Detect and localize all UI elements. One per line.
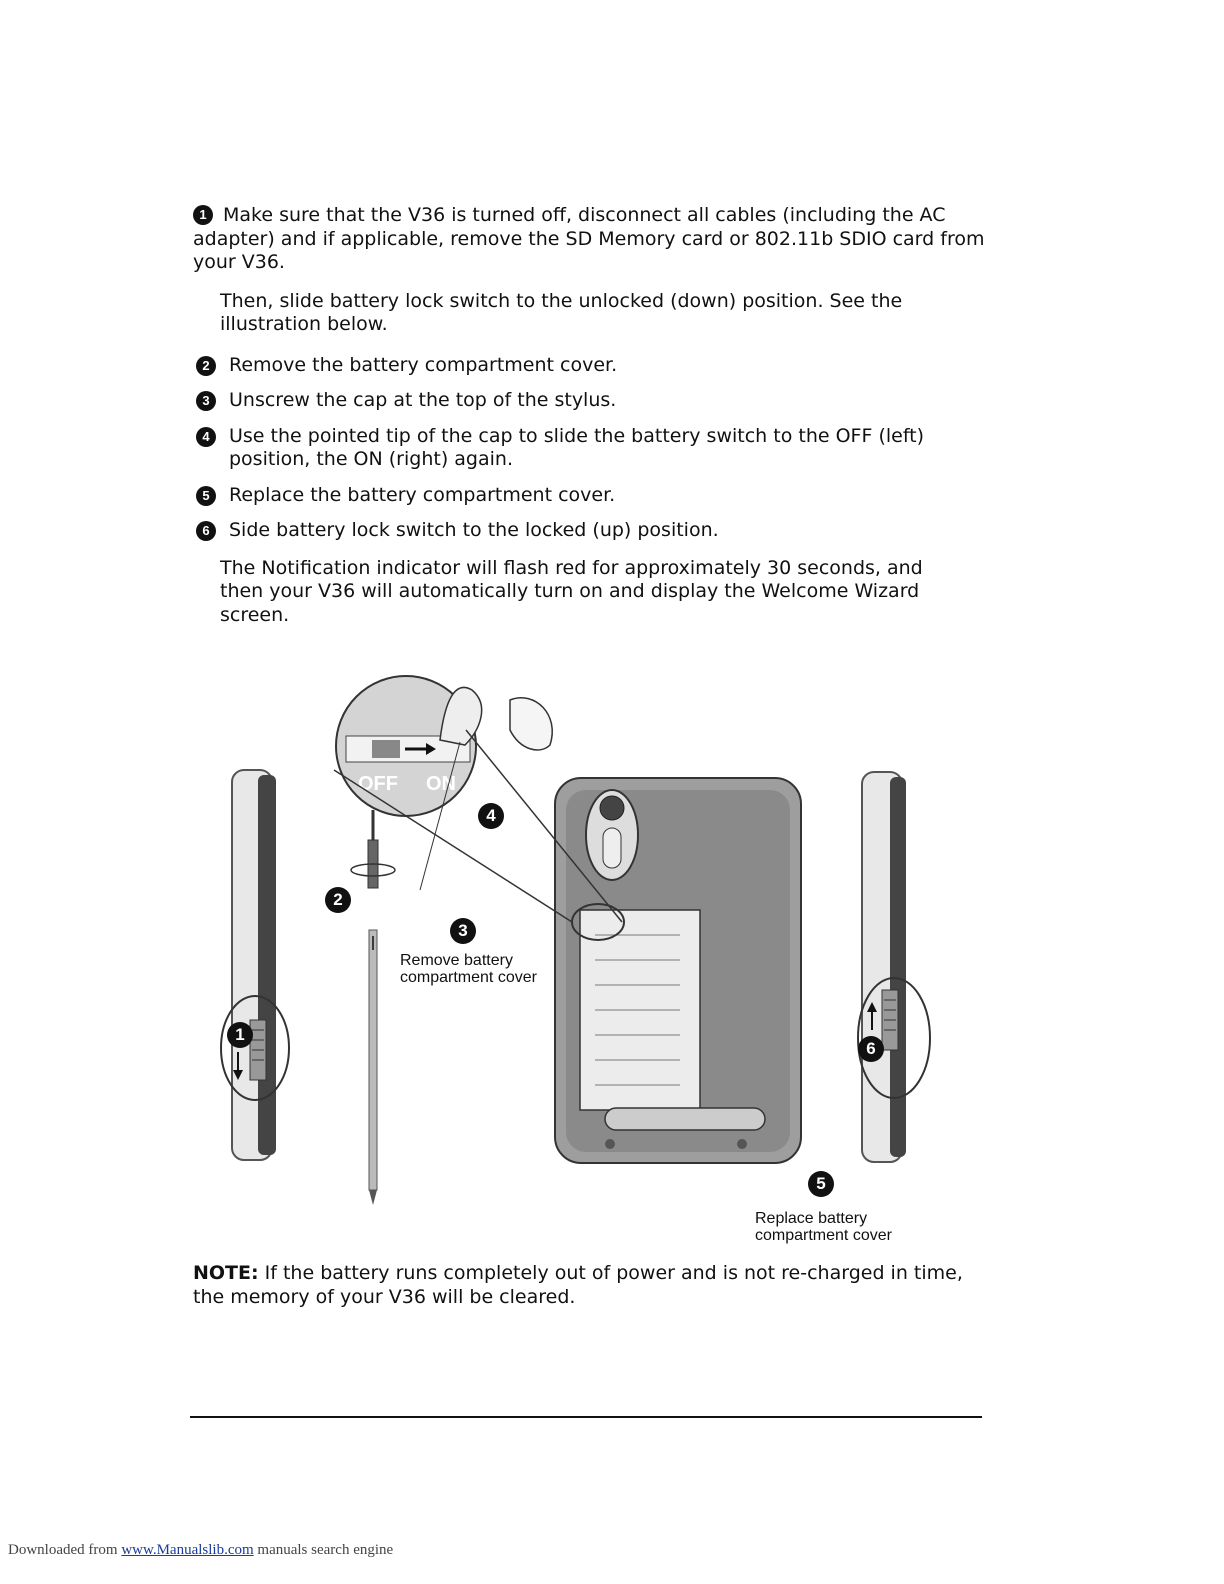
switch-on-label: ON (426, 773, 456, 795)
footer-prefix: Downloaded from (8, 1542, 118, 1558)
step-number: 6 (196, 521, 216, 541)
callout-badge-3: 3 (450, 918, 476, 944)
step-6 (193, 519, 993, 543)
step-text: Remove the battery compartment cover. (229, 353, 618, 376)
device-illustration (210, 660, 970, 1260)
callout-badge-4: 4 (478, 803, 504, 829)
step-6-followup: The Notification indicator will flash red for approximately 30 seconds, and then your V36 will automatically turn on and display the Welcome Wizard screen. (220, 556, 923, 626)
note-label: NOTE: (193, 1262, 259, 1284)
step-2 (193, 354, 993, 378)
step-number: 5 (196, 486, 216, 506)
step-text: Replace the battery compartment cover. (229, 483, 616, 506)
device-right-side-view (858, 772, 930, 1162)
stylus-illustration (351, 810, 395, 1205)
callout-badge-6: 6 (858, 1036, 884, 1062)
step-4 (193, 425, 969, 472)
step-number: 1 (193, 205, 213, 225)
step-text: Side battery lock switch to the locked (up) position. (229, 519, 719, 541)
replace-cover-label (755, 1210, 892, 1244)
replace-cover-label-line-2: compartment cover (755, 1227, 892, 1244)
step-1-followup: Then, slide battery lock switch to the unlocked (down) position. See the illustration below. (220, 289, 903, 335)
instructions (193, 200, 993, 627)
remove-cover-label-line-1: Remove battery (400, 952, 513, 969)
device-left-side-view (221, 770, 289, 1160)
step-number: 3 (196, 391, 216, 411)
step-text: Unscrew the cap at the top of the stylus. (229, 389, 617, 411)
remove-cover-label-line-2: compartment cover (400, 969, 537, 986)
step-3 (193, 389, 993, 413)
callout-badge-1: 1 (227, 1022, 253, 1048)
step-text: Use the pointed tip of the cap to slide the battery switch to the OFF (left) position, the ON (right) again. (229, 424, 925, 470)
step-5 (193, 484, 993, 508)
footer-suffix: manuals search engine (257, 1542, 394, 1558)
replace-cover-label-line-1: Replace battery (755, 1210, 868, 1227)
footer-rule (190, 1416, 982, 1418)
callout-badge-5: 5 (808, 1171, 834, 1197)
note-text: If the battery runs completely out of power and is not re-charged in time, the memory of your V36 will be cleared. (193, 1262, 963, 1308)
step-number: 4 (196, 427, 216, 447)
step-text: Make sure that the V36 is turned off, disconnect all cables (including the AC adapter) and if applicable, remove the SD Memory card or 802.11b SDIO card from your V36. (193, 204, 985, 273)
download-footer (8, 1542, 393, 1559)
device-back-view (555, 778, 801, 1163)
step-number: 2 (196, 356, 216, 376)
manualslib-link[interactable]: www.Manualslib.com (121, 1542, 254, 1558)
callout-badge-2: 2 (325, 887, 351, 913)
remove-cover-label (400, 952, 537, 986)
note-paragraph (193, 1262, 983, 1309)
battery-diagram (210, 660, 970, 1260)
step-1 (193, 204, 993, 275)
switch-off-label: OFF (358, 773, 398, 795)
